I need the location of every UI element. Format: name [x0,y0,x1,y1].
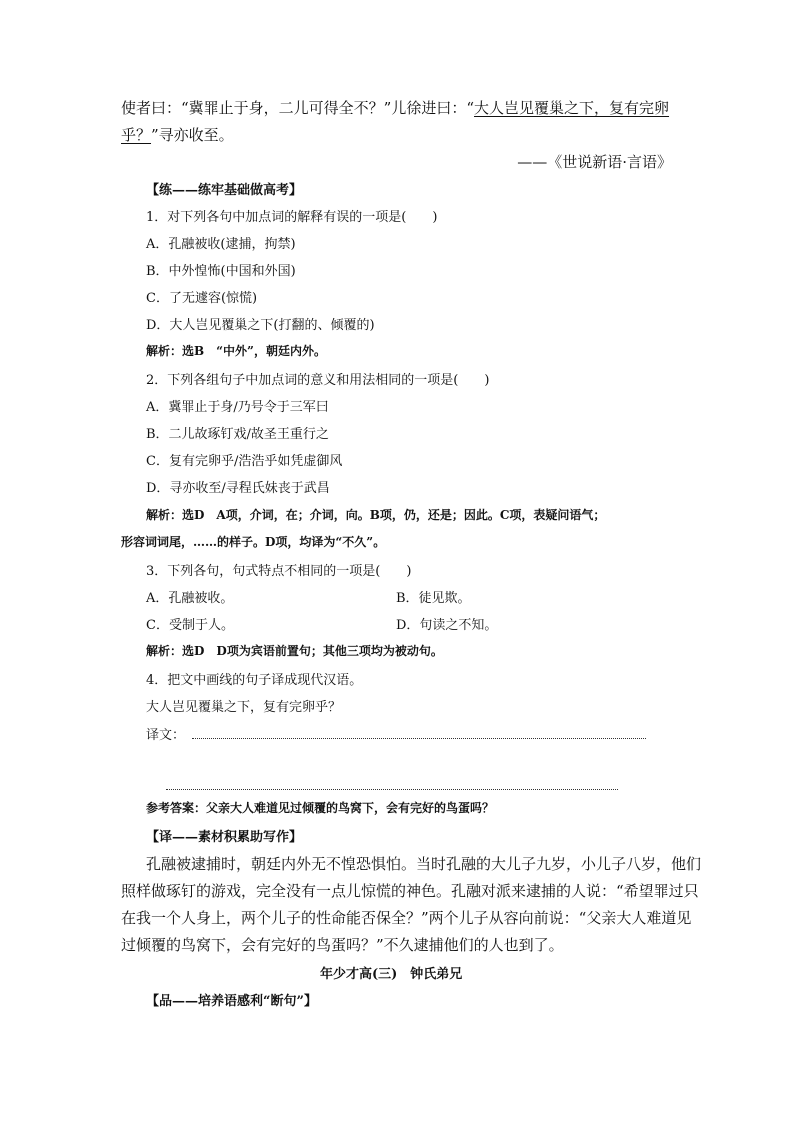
translation-paragraph-line: 在我一个人身上，两个儿子的性命能否保全？”两个儿子从容向前说：“父亲大人难道见 [121,909,692,927]
passage-text: 使者曰：“冀罪止于身，二儿可得全不？”儿徐进曰：“ [121,99,475,117]
question-1-option-d: D．大人岂见覆巢之下(打翻的、倾覆的) [146,318,375,333]
passage-line-1 [121,97,669,118]
question-2-analysis-line-2: 形容词词尾，……的样子。D项，均译为“不久”。 [121,535,386,549]
question-1-analysis: 解析：选B “中外”，朝廷内外。 [146,344,326,358]
answer-blank-line-2[interactable] [166,789,618,790]
section-heading-translation: 【译——素材积累助写作】 [146,830,303,845]
question-2-option-c: C．复有完卵乎/浩浩乎如凭虚御风 [146,454,343,469]
next-story-title: 年少才高(三) 钟氏弟兄 [320,967,463,982]
translation-label: 译文： [146,728,186,743]
translation-paragraph-line: 过倾覆的鸟窝下，会有完好的鸟蛋吗？”不久逮捕他们的人也到了。 [121,936,564,954]
question-3-option-c: C．受制于人。 [146,618,234,633]
question-3-option-b: B．徒见欺。 [396,591,471,606]
underlined-sentence: 大人岂见覆巢之下，复有完卵 [474,99,670,117]
question-2-option-b: B．二儿故琢钉戏/故圣王重行之 [146,427,329,442]
question-1-option-a: A．孔融被收(逮捕，拘禁) [146,237,296,252]
question-4-answer: 参考答案：父亲大人难道见过倾覆的鸟窝下，会有完好的鸟蛋吗？ [146,801,495,815]
question-2-option-d: D．寻亦收至/寻程氏妹丧于武昌 [146,481,330,496]
question-1-option-c: C．了无遽容(惊慌) [146,291,258,306]
question-3-option-a: A．孔融被收。 [146,591,234,606]
section-heading-pin: 【品——培养语感利“断句”】 [146,994,317,1009]
question-3-option-d: D．句读之不知。 [396,618,498,633]
section-heading-practice: 【练——练牢基础做高考】 [146,183,303,198]
question-3-stem: 3．下列各句，句式特点不相同的一项是( ) [146,564,412,579]
question-1-stem: 1．对下列各句中加点词的解释有误的一项是( ) [146,210,438,225]
question-2-stem: 2．下列各组句子中加点词的意义和用法相同的一项是( ) [146,373,490,388]
question-2-analysis-line-1: 解析：选D A项，介词，在；介词，向。B项，仍，还是；因此。C项，表疑问语气； [146,508,606,522]
question-1-option-b: B．中外惶怖(中国和外国) [146,264,296,279]
question-4-stem: 4．把文中画线的句子译成现代汉语。 [146,673,363,688]
translation-paragraph-line: 孔融被逮捕时，朝廷内外无不惶恐惧怕。当时孔融的大儿子九岁，小儿子八岁，他们 [146,855,702,873]
passage-source: ——《世说新语·言语》 [517,153,672,171]
question-2-option-a: A．冀罪止于身/乃号令于三军曰 [146,400,329,415]
answer-blank-line-1[interactable] [192,738,646,739]
underlined-sentence-end: 乎？ [121,126,152,144]
question-3-analysis: 解析：选D D项为宾语前置句；其他三项均为被动句。 [146,644,443,658]
passage-text: ”寻亦收至。 [151,126,234,144]
translation-paragraph-line: 照样做琢钉的游戏，完全没有一点儿惊慌的神色。孔融对派来逮捕的人说：“希望罪过只 [121,882,699,900]
passage-line-2 [121,124,234,145]
question-4-sentence: 大人岂见覆巢之下，复有完卵乎？ [146,700,342,715]
